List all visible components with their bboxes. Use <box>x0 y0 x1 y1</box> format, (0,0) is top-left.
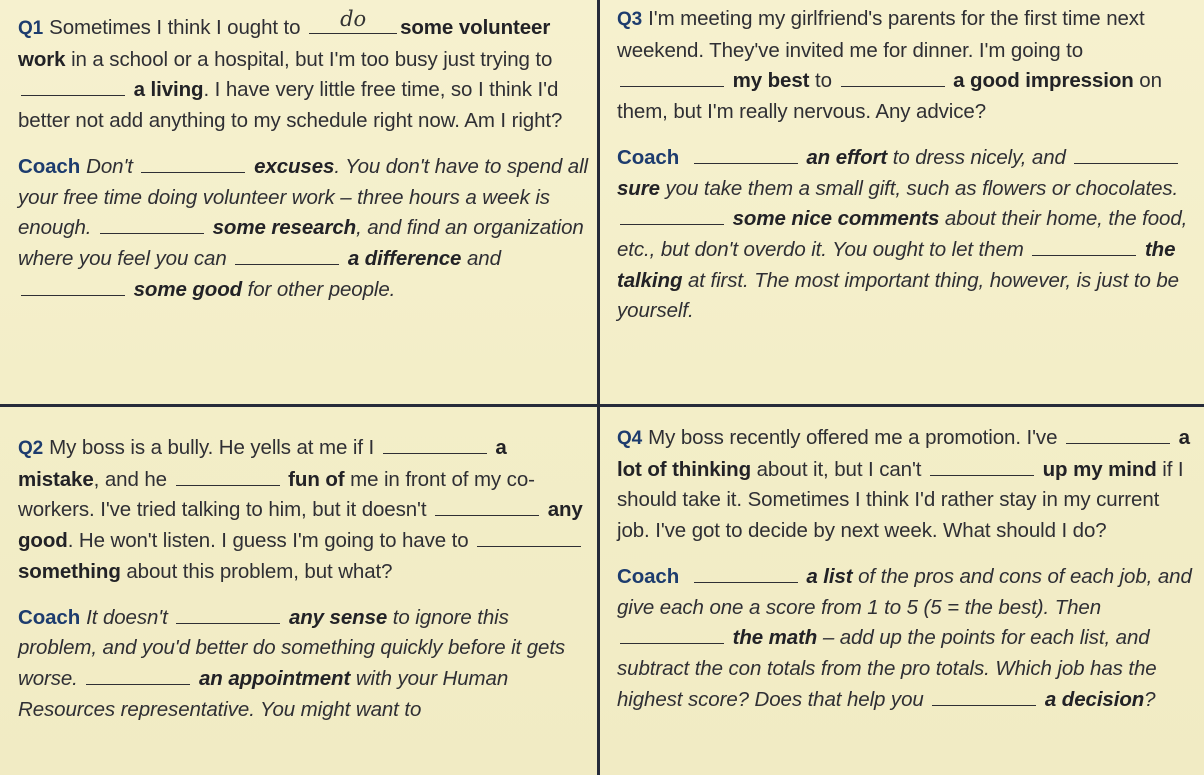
answer-blank[interactable] <box>620 625 724 644</box>
horizontal-divider <box>0 404 1204 407</box>
answer-blank[interactable] <box>932 687 1036 706</box>
answer-blank[interactable] <box>620 206 724 225</box>
vertical-divider <box>597 0 600 775</box>
answer-blank[interactable] <box>694 145 798 164</box>
answer-blank[interactable] <box>176 605 280 624</box>
question-number: Q4 <box>617 428 643 449</box>
answer-blank[interactable] <box>309 7 397 34</box>
answer-blank[interactable] <box>930 457 1034 476</box>
answer-blank[interactable] <box>100 215 204 234</box>
coach-label: Coach <box>617 564 680 588</box>
coach-3-text: Coach an effort to dress nicely, and sure you take them a small gift, such as flowers or chocolates. some nice comments about their home, the food, etc., but don't overdo it. You ought to let them the talking at first. The most important thing, however, is just to be yourself. <box>617 145 1188 323</box>
answer-blank[interactable] <box>21 277 125 296</box>
question-3-text: Q3 I'm meeting my girlfriend's parents for the first time next weekend. They've invited me for dinner. I'm going to my best to a good impression on them, but I'm really nervous. Any advice? <box>617 7 1162 124</box>
answer-blank[interactable] <box>1074 145 1178 164</box>
answer-blank[interactable] <box>1066 425 1170 444</box>
question-number: Q2 <box>18 438 44 459</box>
answer-blank[interactable] <box>435 497 539 516</box>
question-number: Q1 <box>18 18 44 39</box>
answer-blank[interactable] <box>176 467 280 486</box>
question-number: Q3 <box>617 9 643 30</box>
answer-blank[interactable] <box>841 68 945 87</box>
answer-blank[interactable] <box>141 154 245 173</box>
question-1-box <box>18 7 588 305</box>
question-1-text: Q1 Sometimes I think I ought to do some volunteer work in a school or a hospital, but I'm too busy just trying to a living. I have very little free time, so I think I'd better not add anything to my schedule right now. Am I right? <box>18 13 588 137</box>
coach-label: Coach <box>18 154 81 178</box>
answer-blank[interactable] <box>1032 237 1136 256</box>
question-2-box <box>18 433 588 725</box>
coach-label: Coach <box>18 605 81 629</box>
question-3-box <box>617 4 1192 327</box>
answer-blank[interactable] <box>383 435 487 454</box>
question-2-text: Q2 My boss is a bully. He yells at me if I a mistake, and he fun of me in front of my co-workers. I've tried talking to him, but it doesn't any good. He won't listen. I guess I'm going to have to something about this problem, but what? <box>18 436 583 583</box>
question-4-text: Q4 My boss recently offered me a promotion. I've a lot of thinking about it, but I can't up my mind if I should take it. Sometimes I think I'd rather stay in my current job. I've got to decide by next week. What should I do? <box>617 426 1190 543</box>
answer-blank[interactable] <box>694 564 798 583</box>
answer-blank[interactable] <box>477 528 581 547</box>
answer-blank[interactable] <box>235 246 339 265</box>
coach-label: Coach <box>617 145 680 169</box>
answer-blank[interactable] <box>620 68 724 87</box>
answer-blank[interactable] <box>86 666 190 685</box>
handwritten-answer: do <box>340 7 367 32</box>
coach-4-text: Coach a list of the pros and cons of each job, and give each one a score from 1 to 5 (5 = the best). Then the math – add up the points for each list, and subtract the con totals from the pro totals. Which job has the highest score? Does that help you a decision? <box>617 564 1192 711</box>
coach-1-text: Coach Don't excuses. You don't have to spend all your free time doing volunteer work – three hours a week is enough. some research, and find an organization where you feel you can a difference and some good for other people. <box>18 154 588 301</box>
answer-blank[interactable] <box>21 77 125 96</box>
coach-2-text: Coach It doesn't any sense to ignore this problem, and you'd better do something quickly before it gets worse. an appointment with your Human Resources representative. You might want to <box>18 605 566 721</box>
question-4-box <box>617 423 1192 715</box>
